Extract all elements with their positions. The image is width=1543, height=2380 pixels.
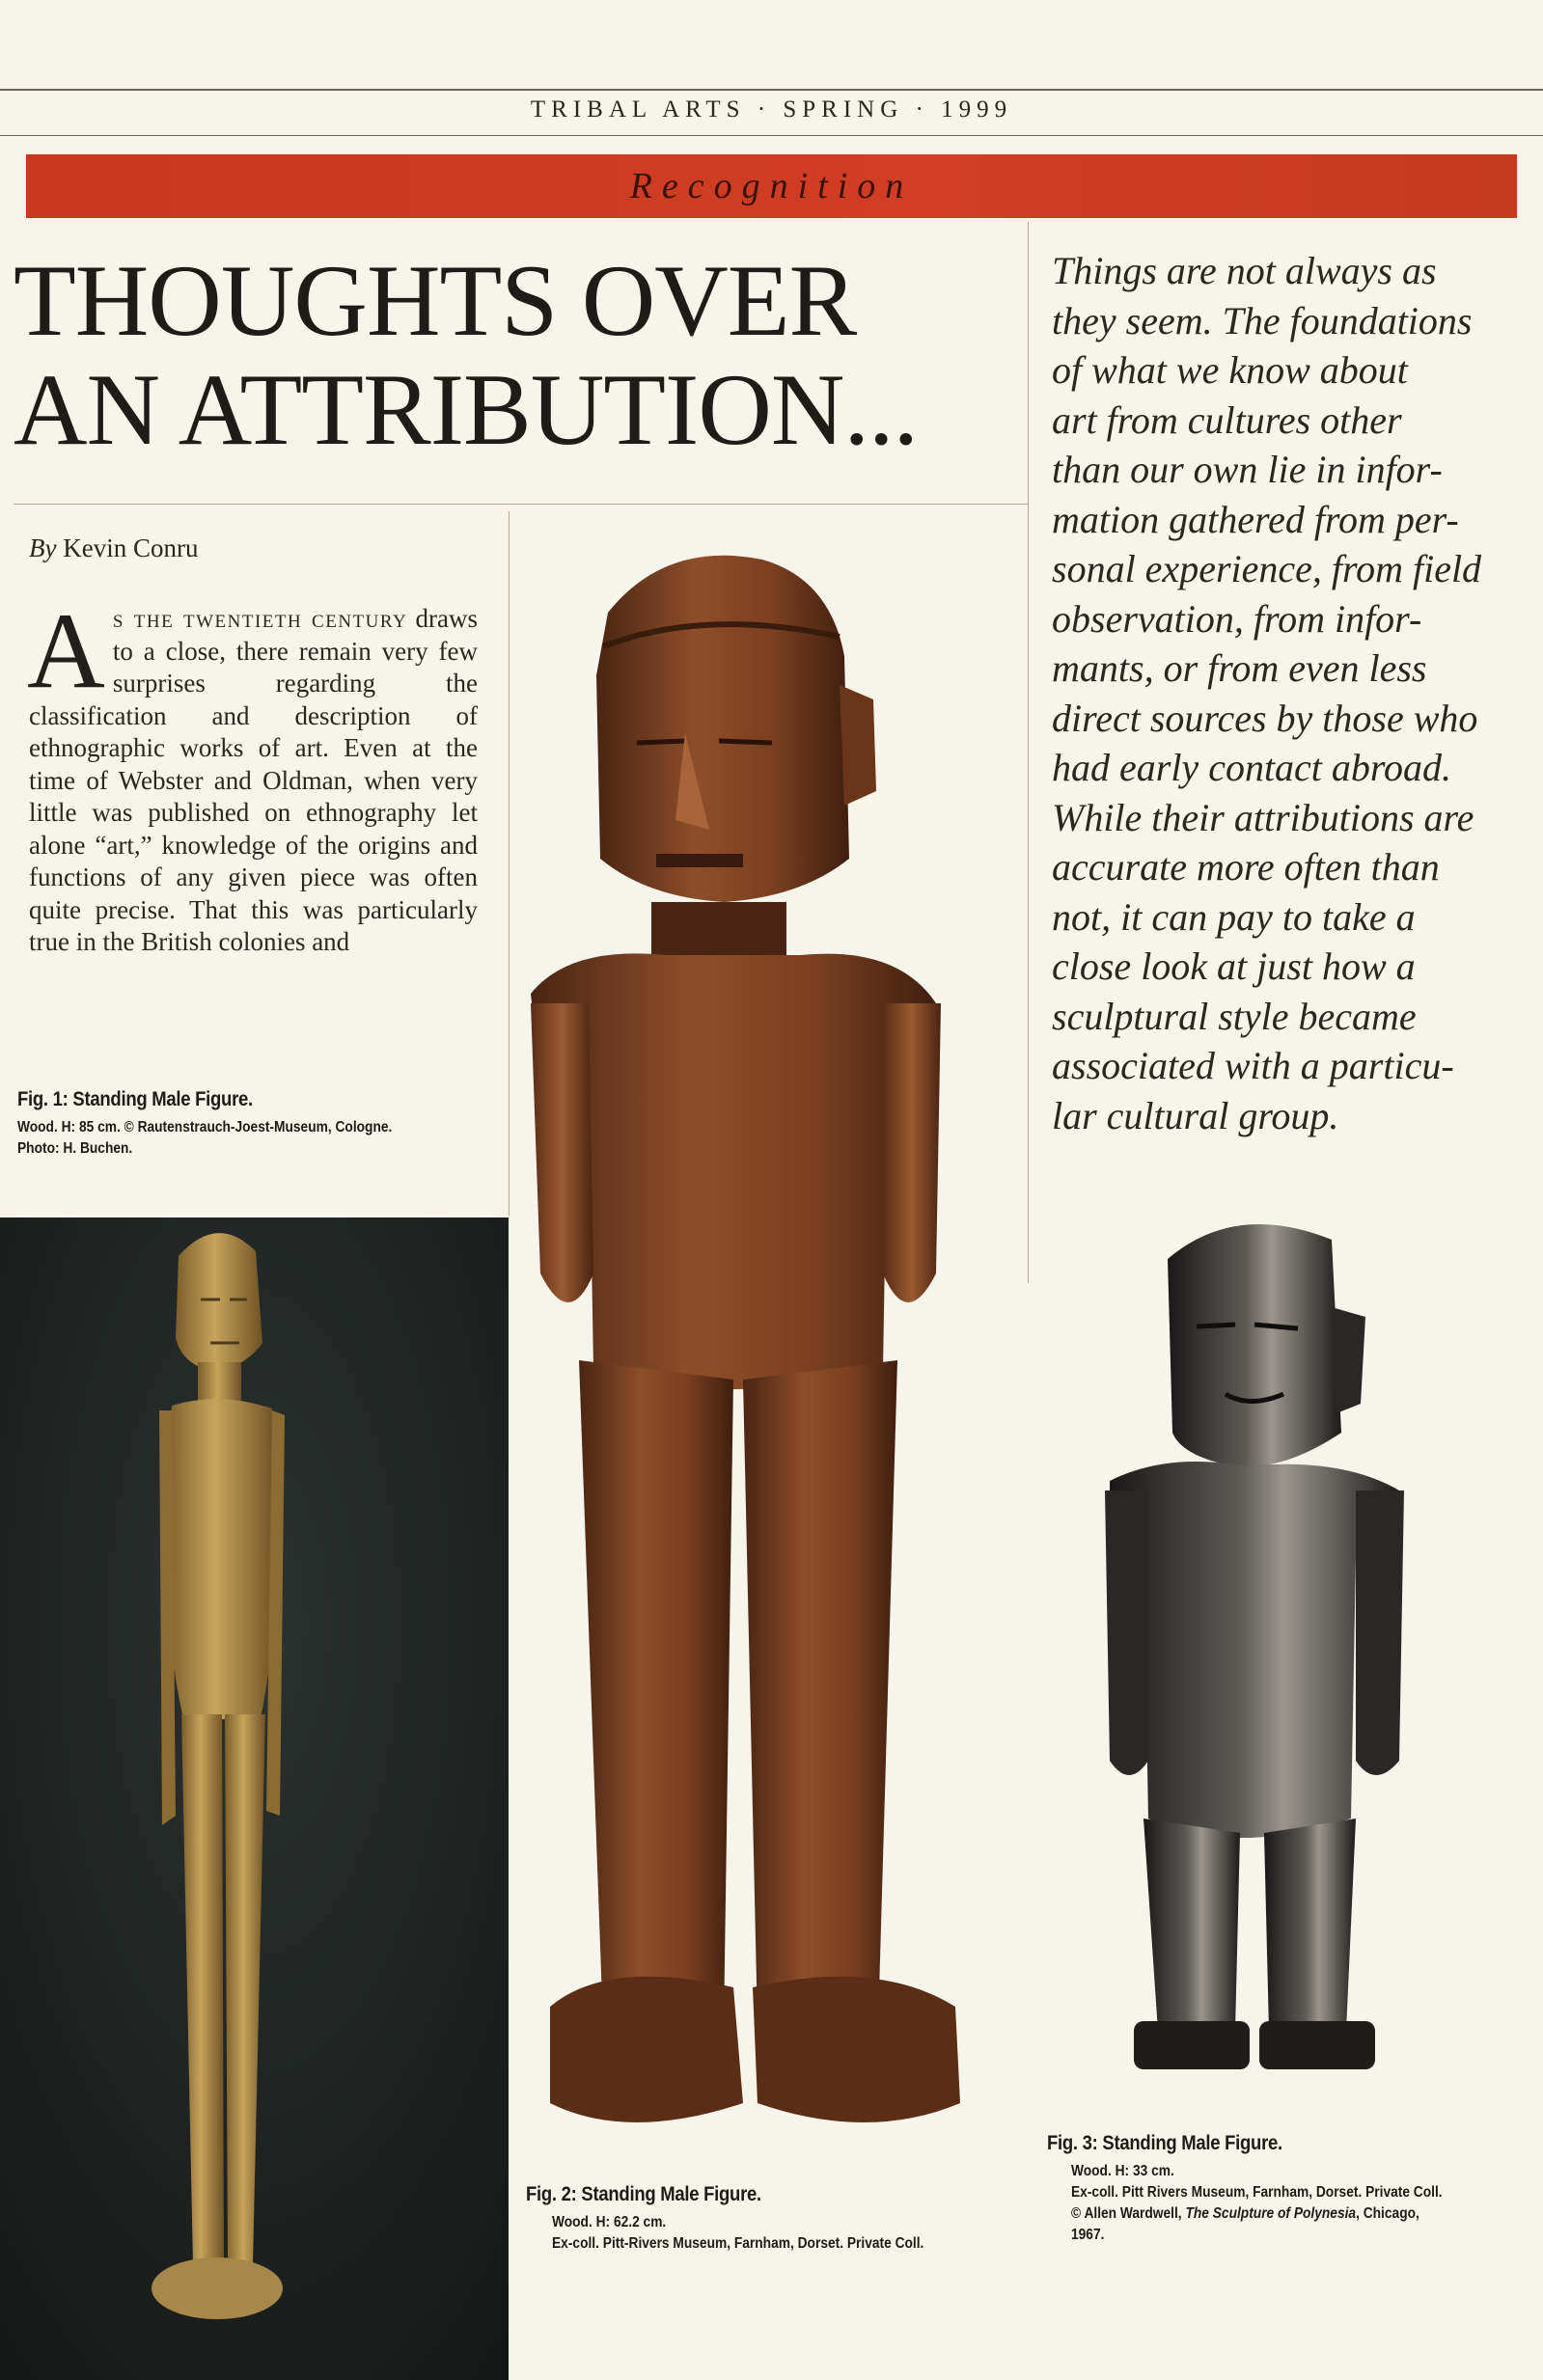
drop-cap: A xyxy=(27,591,105,711)
fig1-credit-2: Photo: H. Buchen. xyxy=(17,1140,133,1157)
column-divider-right xyxy=(1028,222,1029,1283)
fig1-figure-illustration xyxy=(0,1217,509,2380)
pull-quote-line: not, it can pay to take a xyxy=(1052,894,1416,939)
lead-in: s the twentieth century xyxy=(112,604,408,633)
fig3-credit-1: Wood. H: 33 cm. xyxy=(1071,2163,1174,2179)
byline-author: Kevin Conru xyxy=(63,533,199,562)
pull-quote-line: lar cultural group. xyxy=(1052,1093,1339,1137)
running-head: TRIBAL ARTS · SPRING · 1999 xyxy=(530,96,1013,123)
pull-quote-line: mation gathered from per- xyxy=(1052,497,1459,541)
fig3-credit-3-suffix: , Chicago, xyxy=(1356,2205,1419,2222)
fig2-caption xyxy=(526,2183,984,2255)
pull-quote-line: of what we know about xyxy=(1052,348,1408,392)
pull-quote-line: had early contact abroad. xyxy=(1052,746,1452,789)
byline xyxy=(29,533,198,563)
headline-line-2: AN ATTRIBUTION... xyxy=(14,353,918,466)
fig3-photo xyxy=(1090,1201,1447,2118)
pull-quote-line: accurate more often than xyxy=(1052,845,1440,889)
fig3-credit-3-book-title: The Sculpture of Polynesia xyxy=(1185,2205,1357,2222)
fig2-figure-illustration xyxy=(511,540,1028,2161)
header-rule xyxy=(0,135,1543,136)
fig2-title: Fig. 2: Standing Male Figure. xyxy=(526,2183,761,2205)
pull-quote-line: mants, or from even less xyxy=(1052,646,1427,690)
pull-quote-line: sculptural style became xyxy=(1052,994,1417,1038)
fig3-credit-3-prefix: © Allen Wardwell, xyxy=(1071,2205,1186,2222)
headline-rule xyxy=(14,504,1028,505)
fig3-credit-2: Ex-coll. Pitt Rivers Museum, Farnham, Dorset. Private Coll. xyxy=(1071,2184,1443,2201)
pull-quote-line: sonal experience, from field xyxy=(1052,547,1482,590)
fig3-caption xyxy=(1047,2132,1502,2246)
pull-quote-line: observation, from infor- xyxy=(1052,596,1422,641)
pull-quote-line: than our own lie in infor- xyxy=(1052,448,1443,491)
fig1-credit-1: Wood. H: 85 cm. © Rautenstrauch-Joest-Museum, Cologne. xyxy=(17,1119,393,1135)
fig3-credit-4: 1967. xyxy=(1071,2227,1105,2243)
pull-quote-line: they seem. The foundations xyxy=(1052,298,1473,342)
pull-quote-line: direct sources by those who xyxy=(1052,696,1478,740)
fig2-credit-2: Ex-coll. Pitt-Rivers Museum, Farnham, Dorset. Private Coll. xyxy=(552,2235,924,2252)
column-divider-left xyxy=(509,511,510,1216)
fig3-title: Fig. 3: Standing Male Figure. xyxy=(1047,2132,1282,2154)
fig3-figure-illustration xyxy=(1090,1201,1447,2118)
headline-line-1: THOUGHTS OVER xyxy=(14,244,857,357)
pull-quote-line: close look at just how a xyxy=(1052,944,1416,988)
fig2-credit-1: Wood. H: 62.2 cm. xyxy=(552,2214,667,2230)
section-label: Recognition xyxy=(629,166,914,206)
body-paragraph: draws to a close, there remain very few surprises regarding the classification and description of ethnographic works of art. Even at the time of Webster and Oldman, when very little was published on ethnography let alone “art,” knowledge of the origins and functions of any given piece was often quite precise. That this was particularly true in the British colonies and xyxy=(29,604,479,956)
pull-quote-line: associated with a particu- xyxy=(1052,1044,1454,1087)
pull-quote-line: Things are not always as xyxy=(1052,249,1437,292)
pull-quote-line: While their attributions are xyxy=(1052,795,1474,839)
fig1-title: Fig. 1: Standing Male Figure. xyxy=(17,1088,253,1110)
byline-prefix: By xyxy=(29,533,57,562)
fig2-photo xyxy=(511,540,1028,2161)
pull-quote-line: art from cultures other xyxy=(1052,397,1402,442)
top-rule xyxy=(0,89,1543,91)
section-banner xyxy=(26,154,1517,218)
fig3-credit-3 xyxy=(1071,2203,1443,2225)
fig1-photo xyxy=(0,1217,509,2380)
article-headline xyxy=(14,246,998,464)
pull-quote xyxy=(1052,246,1539,1140)
article-body xyxy=(27,591,479,959)
fig1-caption xyxy=(17,1088,454,1160)
